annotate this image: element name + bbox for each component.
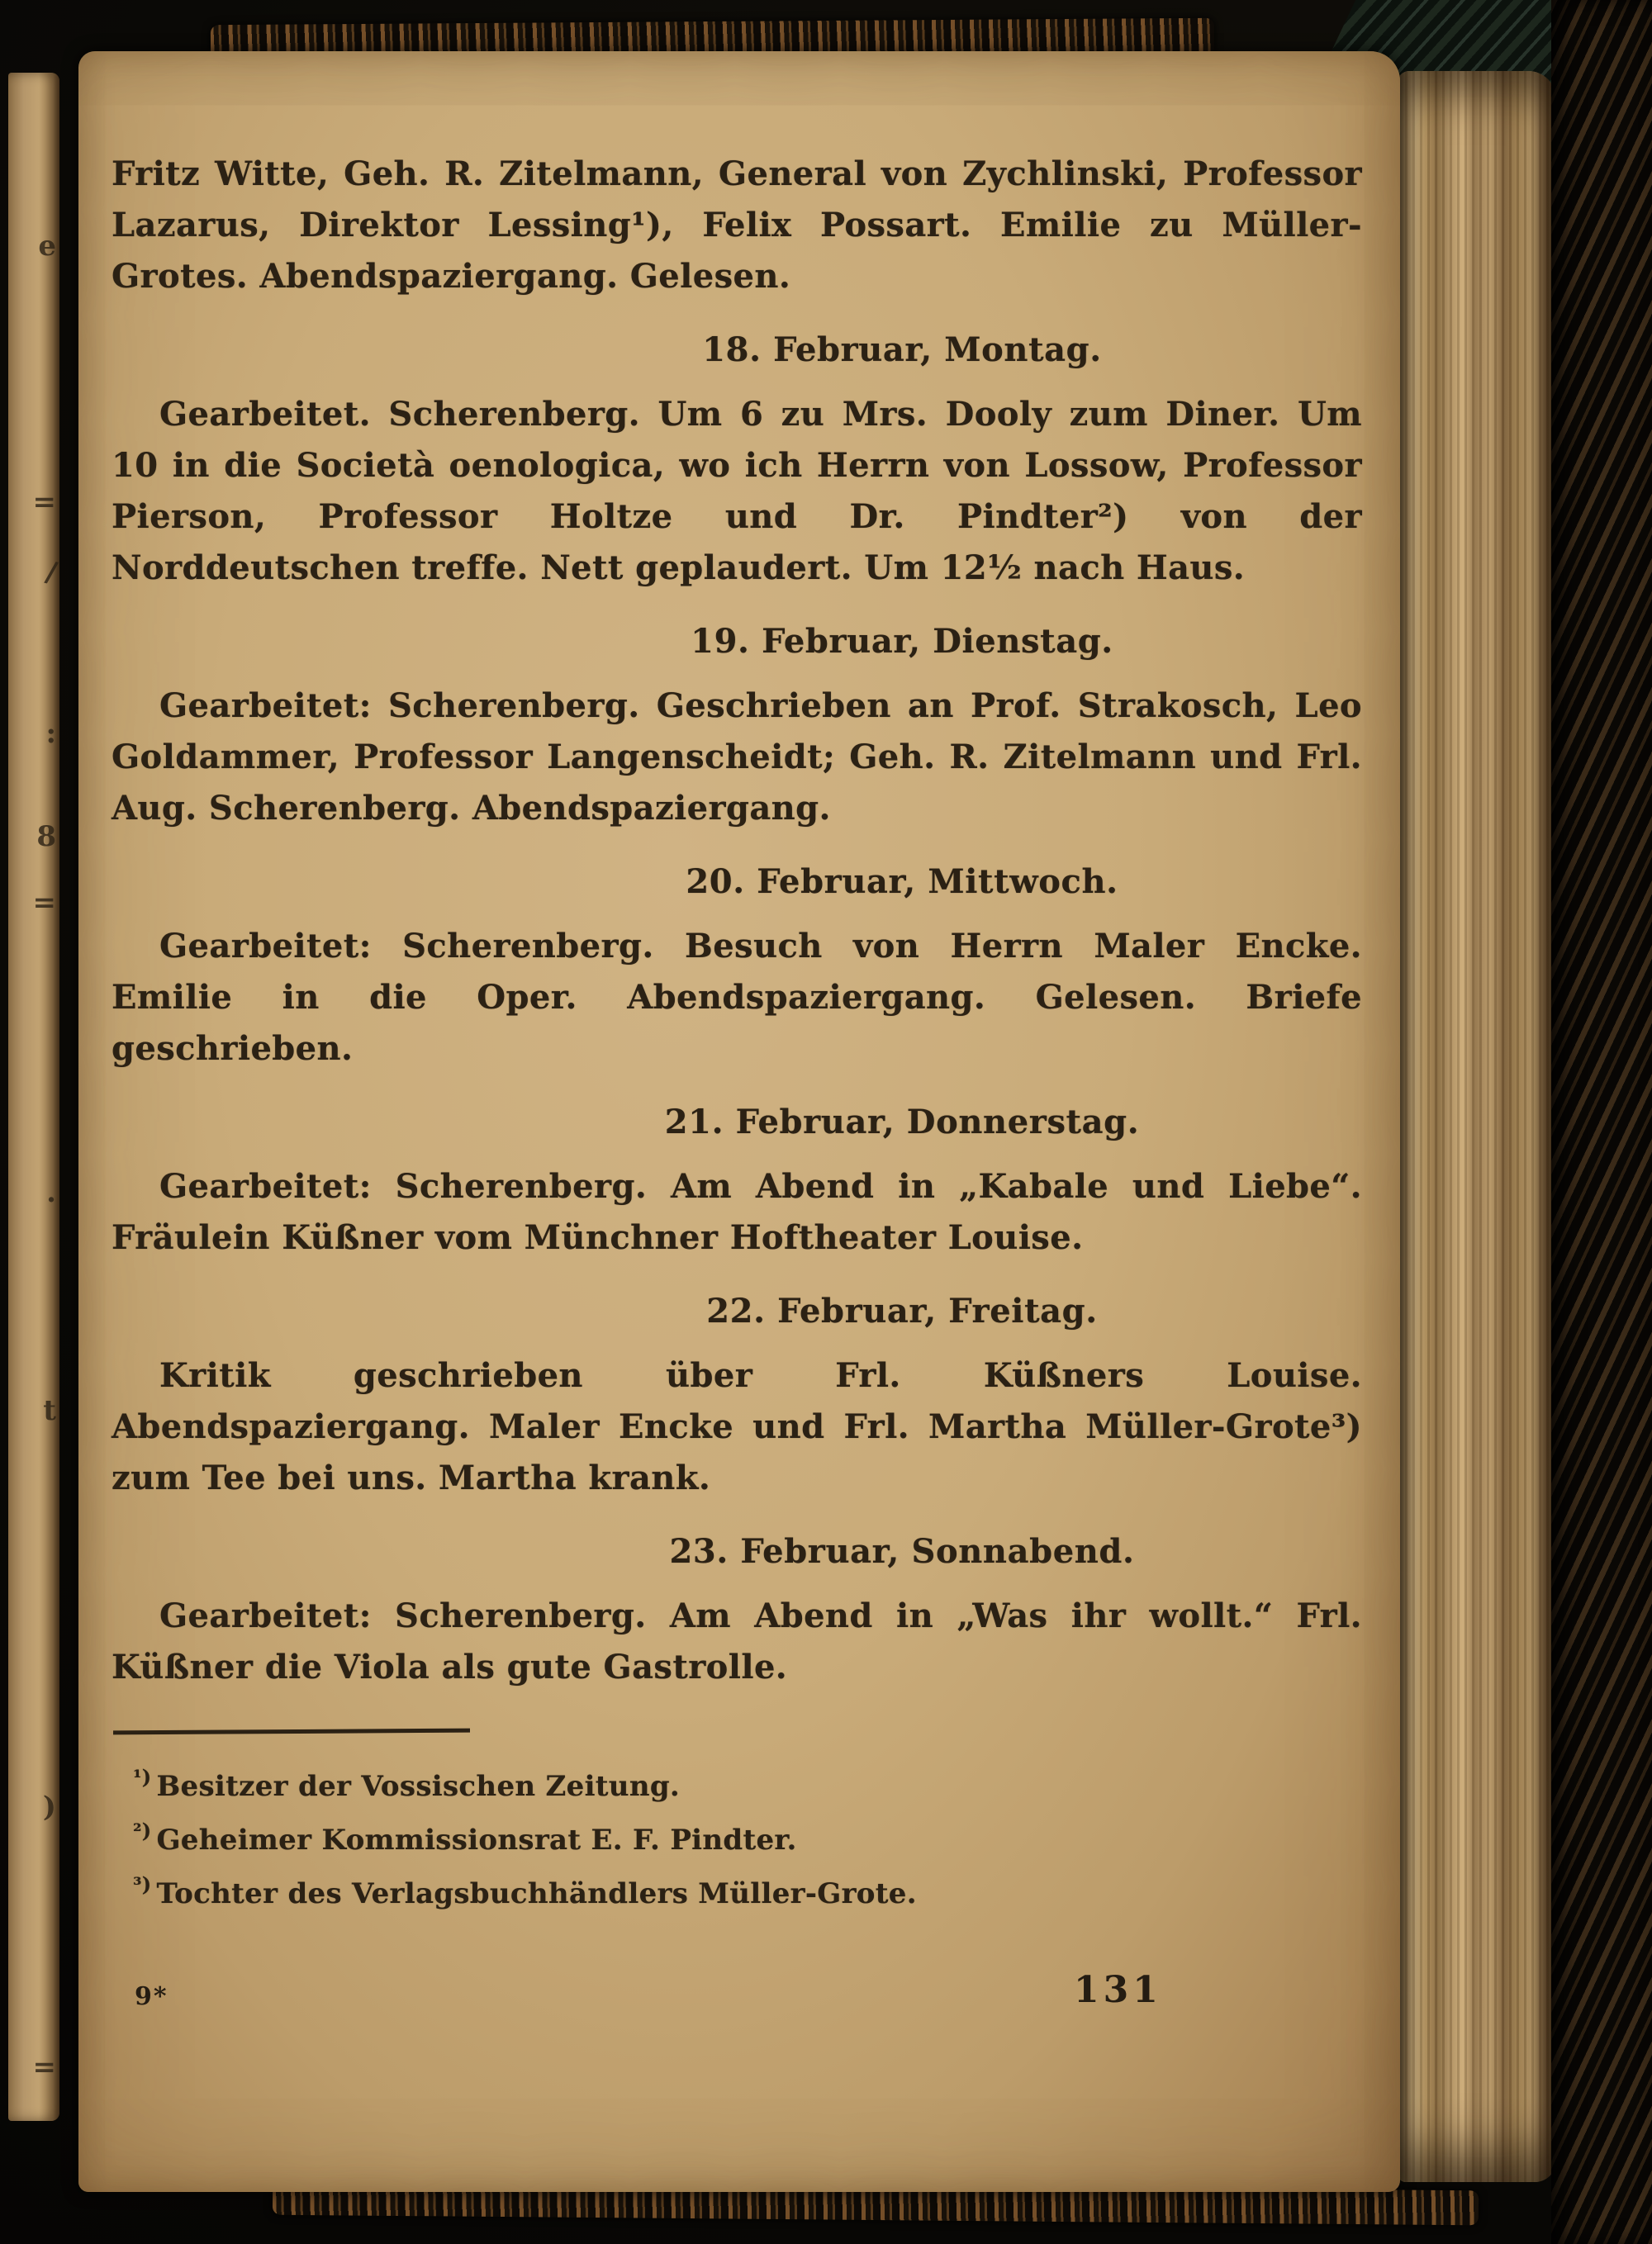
entry-text: Kritik geschrieben über Frl. Küßners Louise. Abendspaziergang. Maler Encke und Frl. Martha Müller-Grote³) zum Tee bei uns. Martha krank. — [112, 1356, 1362, 1497]
edge-fragment: = — [32, 486, 56, 519]
leather-binding — [1551, 0, 1652, 2244]
edge-fragment: : — [45, 717, 56, 750]
edge-fragment: · — [46, 1184, 56, 1217]
book-page — [78, 51, 1400, 2192]
edge-fragment: ) — [42, 1791, 56, 1824]
entry-text: Gearbeitet: Scherenberg. Am Abend in „Was ihr wollt.“ Frl. Küßner die Viola als gute Gastrolle. — [112, 1596, 1362, 1687]
diary-entry — [112, 1526, 1362, 1693]
edge-fragment: t — [43, 1394, 56, 1427]
footnote-marker: ²) — [133, 1819, 152, 1843]
diary-entry — [112, 1097, 1362, 1264]
footnote-text: Tochter des Verlagsbuchhändlers Müller-Grote. — [156, 1877, 917, 1910]
entry-date-heading: 19. Februar, Dienstag. — [691, 622, 1113, 661]
edge-fragment: 8 — [36, 820, 56, 853]
entry-date-heading: 20. Februar, Mittwoch. — [686, 862, 1118, 901]
facing-page-sliver — [8, 73, 59, 2121]
footnote-text: Geheimer Kommissionsrat E. F. Pindter. — [156, 1824, 797, 1857]
entry-date-heading: 22. Februar, Freitag. — [706, 1292, 1098, 1331]
entry-text: Gearbeitet. Scherenberg. Um 6 zu Mrs. Dooly zum Diner. Um 10 in die Società oenologica, wo ich Herrn von Lossow, Professor Pierson, Professor Holtze und Dr. Pindter²) von der Norddeutschen treffe. Nett geplaudert. Um 12½ nach Haus. — [112, 395, 1362, 587]
diary-entry — [112, 1286, 1362, 1504]
footnote — [112, 1809, 1362, 1862]
entry-date-heading: 23. Februar, Sonnabend. — [669, 1532, 1135, 1571]
edge-fragment: / — [42, 555, 60, 590]
edge-fragment: e — [38, 230, 56, 263]
edge-fragment: = — [32, 2051, 56, 2084]
entry-text: Gearbeitet: Scherenberg. Besuch von Herrn Maler Encke. Emilie in die Oper. Abendspaziergang. Gelesen. Briefe geschrieben. — [112, 927, 1362, 1068]
continuation-paragraph: Fritz Witte, Geh. R. Zitelmann, General von Zychlinski, Professor Lazarus, Direktor Lessing¹), Felix Possart. Emilie zu Müller-Grotes. Abendspaziergang. Gelesen. — [112, 154, 1362, 296]
footnote-text: Besitzer der Vossischen Zeitung. — [156, 1770, 681, 1803]
entry-date-heading: 21. Februar, Donnerstag. — [664, 1103, 1140, 1141]
footnote-marker: ¹) — [133, 1765, 152, 1789]
text-block — [112, 149, 1362, 1916]
footnote-divider — [113, 1729, 470, 1735]
diary-entry — [112, 856, 1362, 1075]
footnote — [112, 1862, 1362, 1916]
footnote — [112, 1755, 1362, 1809]
signature-mark: 9* — [135, 1982, 169, 2011]
page-number: 131 — [1074, 1969, 1162, 2011]
entry-text: Gearbeitet: Scherenberg. Am Abend in „Kabale und Liebe“. Fräulein Küßner vom Münchner Hoftheater Louise. — [112, 1167, 1362, 1257]
entry-text: Gearbeitet: Scherenberg. Geschrieben an Prof. Strakosch, Leo Goldammer, Professor Langenscheidt; Geh. R. Zitelmann und Frl. Aug. Scherenberg. Abendspaziergang. — [112, 686, 1362, 828]
footnote-marker: ³) — [133, 1872, 152, 1896]
diary-entry — [112, 325, 1362, 594]
entry-date-heading: 18. Februar, Montag. — [702, 330, 1102, 369]
edge-fragment: = — [32, 886, 56, 919]
diary-entry — [112, 616, 1362, 834]
